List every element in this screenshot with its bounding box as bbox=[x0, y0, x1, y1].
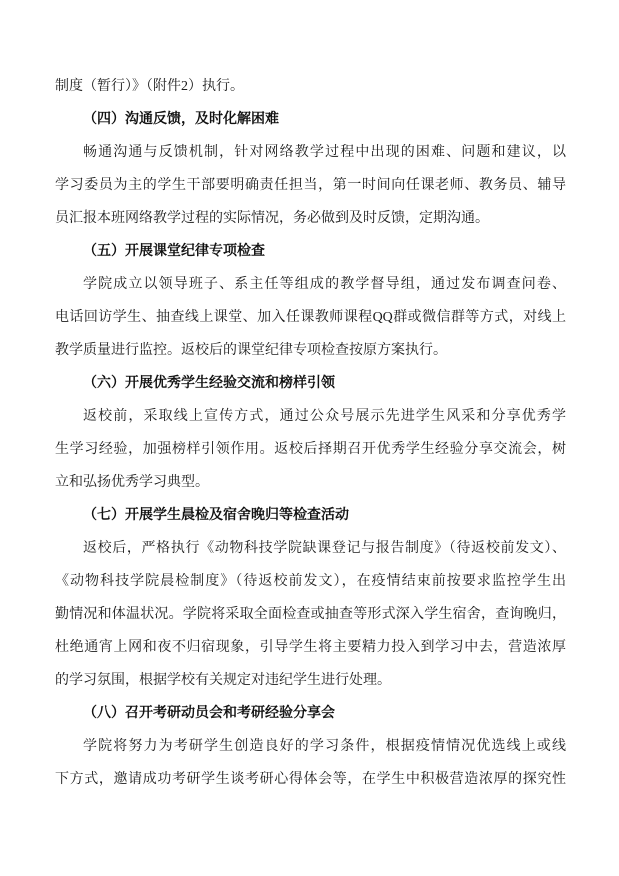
text-line: 杜绝通宵上网和夜不归宿现象，引导学生将主要精力投入到学习中去，营造浓厚 bbox=[55, 640, 566, 655]
text-line: 学习委员为主的学生干部要明确责任担当，第一时间向任课老师、教务员、辅导 bbox=[55, 178, 566, 193]
text-line: 员汇报本班网络教学过程的实际情况，务必做到及时反馈，定期沟通。 bbox=[55, 211, 489, 226]
text-line: 学院成立以领导班子、系主任等组成的教学督导组，通过发布调查问卷、 bbox=[83, 277, 566, 292]
heading-section-six: （六）开展优秀学生经验交流和榜样引领 bbox=[83, 376, 335, 391]
text-line: 生学习经验，加强榜样引领作用。返校后择期召开优秀学生经验分享交流会，树 bbox=[55, 442, 566, 457]
text-line: 制度（暂行）》（附件2）执行。 bbox=[55, 79, 244, 94]
heading-section-seven: （七）开展学生晨检及宿舍晚归等检查活动 bbox=[83, 508, 349, 523]
text-line: 学院将努力为考研学生创造良好的学习条件，根据疫情情况优选线上或线 bbox=[83, 739, 566, 754]
heading-section-eight: （八）召开考研动员会和考研经验分享会 bbox=[83, 706, 335, 721]
text-line: 畅通沟通与反馈机制，针对网络教学过程中出现的困难、问题和建议，以 bbox=[83, 145, 566, 160]
text-line: 立和弘扬优秀学习典型。 bbox=[55, 475, 209, 490]
text-line: 勤情况和体温状况。学院将采取全面检查或抽查等形式深入学生宿舍，查询晚归， bbox=[55, 607, 566, 622]
text-line: 返校前，采取线上宣传方式，通过公众号展示先进学生风采和分享优秀学 bbox=[83, 409, 566, 424]
text-line: 电话回访学生、抽查线上课堂、加入任课教师课程QQ群或微信群等方式，对线上 bbox=[55, 310, 566, 325]
heading-section-five: （五）开展课堂纪律专项检查 bbox=[83, 244, 265, 259]
text-line: 教学质量进行监控。返校后的课堂纪律专项检查按原方案执行。 bbox=[55, 343, 447, 358]
text-line: 下方式，邀请成功考研学生谈考研心得体会等，在学生中积极营造浓厚的探究性 bbox=[55, 772, 566, 787]
text-line: 的学习氛围，根据学校有关规定对违纪学生进行处理。 bbox=[55, 673, 391, 688]
text-line: 返校后，严格执行《动物科技学院缺课登记与报告制度》（待返校前发文）、 bbox=[83, 541, 566, 556]
heading-section-four: （四）沟通反馈，及时化解困难 bbox=[83, 112, 279, 127]
text-line: 《动物科技学院晨检制度》（待返校前发文），在疫情结束前按要求监控学生出 bbox=[55, 574, 566, 589]
document-body bbox=[55, 70, 566, 796]
